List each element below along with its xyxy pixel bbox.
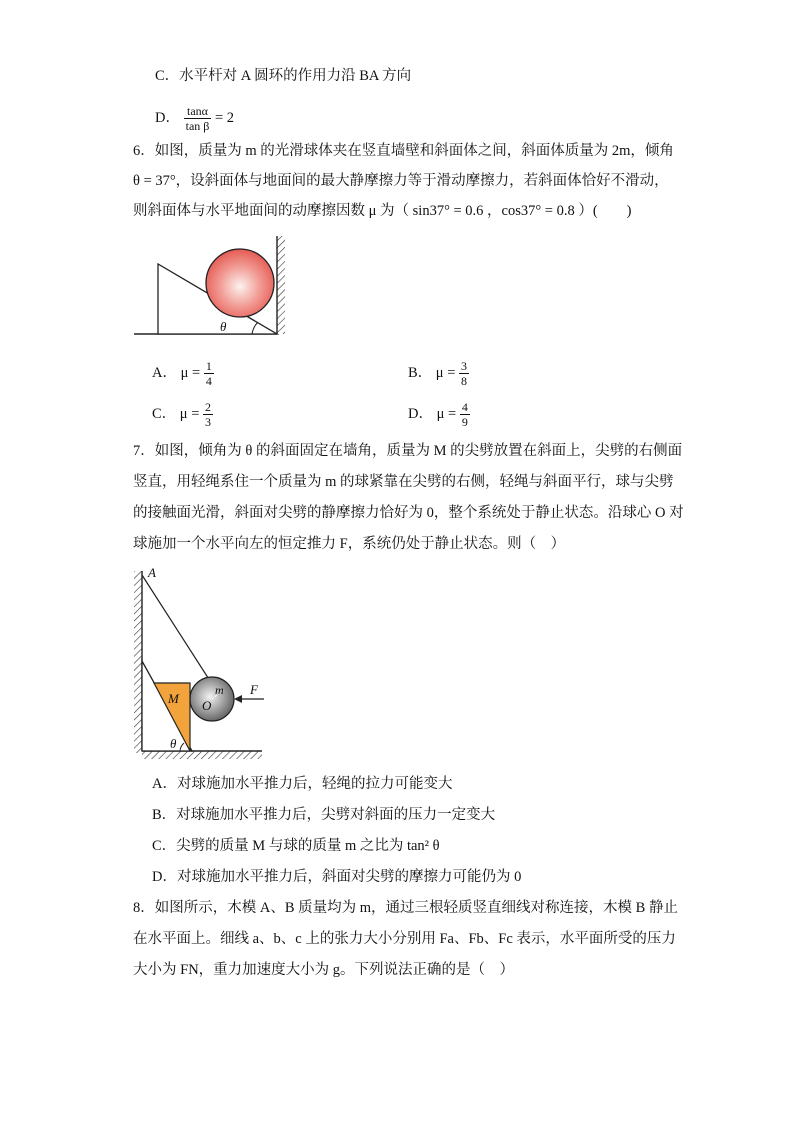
fraction-denominator: 9 — [461, 415, 468, 430]
force-arrow-head — [234, 695, 242, 703]
q7-text-line4: 球施加一个水平向左的恒定推力 F，系统仍处于静止状态。则（ ） — [133, 536, 566, 552]
fraction-numerator: 1 — [205, 359, 212, 374]
q7-option-a[interactable]: A．对球施加水平推力后，轻绳的拉力可能变大 — [152, 776, 453, 792]
option-d-prev — [155, 101, 234, 135]
q7-text-line3: 的接触面光滑，斜面对尖劈的静摩擦力恰好为 0，整个系统处于静止状态。沿球心 O 对 — [133, 505, 684, 521]
option-fraction — [459, 359, 469, 388]
label-m-ball: m — [215, 683, 224, 697]
option-fraction — [203, 400, 213, 429]
q6-option-c[interactable] — [152, 397, 213, 431]
option-d-suffix: = 2 — [215, 110, 235, 126]
label-f: F — [250, 682, 258, 697]
theta-label: θ — [220, 319, 227, 334]
wall-hatch — [134, 571, 142, 753]
q7-option-c[interactable]: C．尖劈的质量 M 与球的质量 m 之比为 tan² θ — [152, 838, 440, 854]
q7-option-b[interactable]: B．对球施加水平推力后，尖劈对斜面的压力一定变大 — [152, 807, 496, 823]
fraction-denominator: 4 — [205, 374, 212, 389]
q7-text-line2: 竖直，用轻绳系住一个质量为 m 的球紧靠在尖劈的右侧，轻绳与斜面平行，球与尖劈 — [133, 474, 674, 490]
q8-text-line1: 8．如图所示，木模 A、B 质量均为 m，通过三根轻质竖直细线对称连接，木模 B 静止 — [133, 900, 678, 916]
option-fraction — [460, 400, 470, 429]
red-ball — [206, 249, 274, 317]
q7-text-line1: 7．如图，倾角为 θ 的斜面固定在墙角，质量为 M 的尖劈放置在斜面上，尖劈的右侧面 — [133, 443, 683, 459]
option-prefix: A． μ = — [152, 365, 201, 381]
fraction-numerator: 4 — [461, 400, 468, 415]
label-m-wedge: M — [168, 691, 179, 706]
fraction-denominator: tan β — [185, 119, 210, 134]
q6-text-line1: 6．如图，质量为 m 的光滑球体夹在竖直墙壁和斜面体之间，斜面体质量为 2m，倾角 — [133, 143, 674, 159]
option-d-fraction — [184, 104, 212, 133]
option-d-prefix: D． — [155, 110, 180, 126]
label-a: A — [148, 565, 156, 580]
label-theta: θ — [170, 736, 177, 751]
option-prefix: B． μ = — [408, 365, 456, 381]
q6-option-b[interactable] — [408, 356, 469, 390]
q6-option-d[interactable] — [408, 397, 470, 431]
fraction-denominator: 8 — [461, 374, 467, 389]
q6-text-line3: 则斜面体与水平地面间的动摩擦因数 μ 为（ sin37° = 0.6 ，cos37° = 0.8 ）( ) — [133, 203, 632, 219]
option-c-prev: C．水平杆对 A 圆环的作用力沿 BA 方向 — [155, 68, 412, 84]
wall-hatch — [277, 236, 285, 334]
q8-text-line2: 在水平面上。细线 a、b、c 上的张力大小分别用 Fa、Fb、Fc 表示，水平面所受的压力 — [133, 931, 676, 947]
q6-text-line2: θ = 37°，设斜面体与地面间的最大静摩擦力等于滑动摩擦力，若斜面体恰好不滑动， — [133, 173, 669, 189]
q8-text-line3: 大小为 FN，重力加速度大小为 g。下列说法正确的是（ ） — [133, 962, 515, 978]
rope — [142, 575, 212, 684]
option-prefix: C． μ = — [152, 406, 200, 422]
q7-figure — [128, 563, 273, 763]
fraction-numerator: 2 — [205, 400, 211, 415]
q6-option-a[interactable] — [152, 356, 214, 390]
fraction-numerator: tanα — [184, 104, 212, 119]
option-fraction — [204, 359, 214, 388]
q6-figure — [130, 232, 295, 342]
fraction-numerator: 3 — [461, 359, 467, 374]
fraction-denominator: 3 — [205, 415, 211, 430]
q7-option-d[interactable]: D．对球施加水平推力后，斜面对尖劈的摩擦力可能仍为 0 — [152, 869, 522, 885]
ground-hatch — [142, 751, 262, 759]
option-prefix: D． μ = — [408, 406, 457, 422]
label-o: O — [202, 698, 212, 713]
